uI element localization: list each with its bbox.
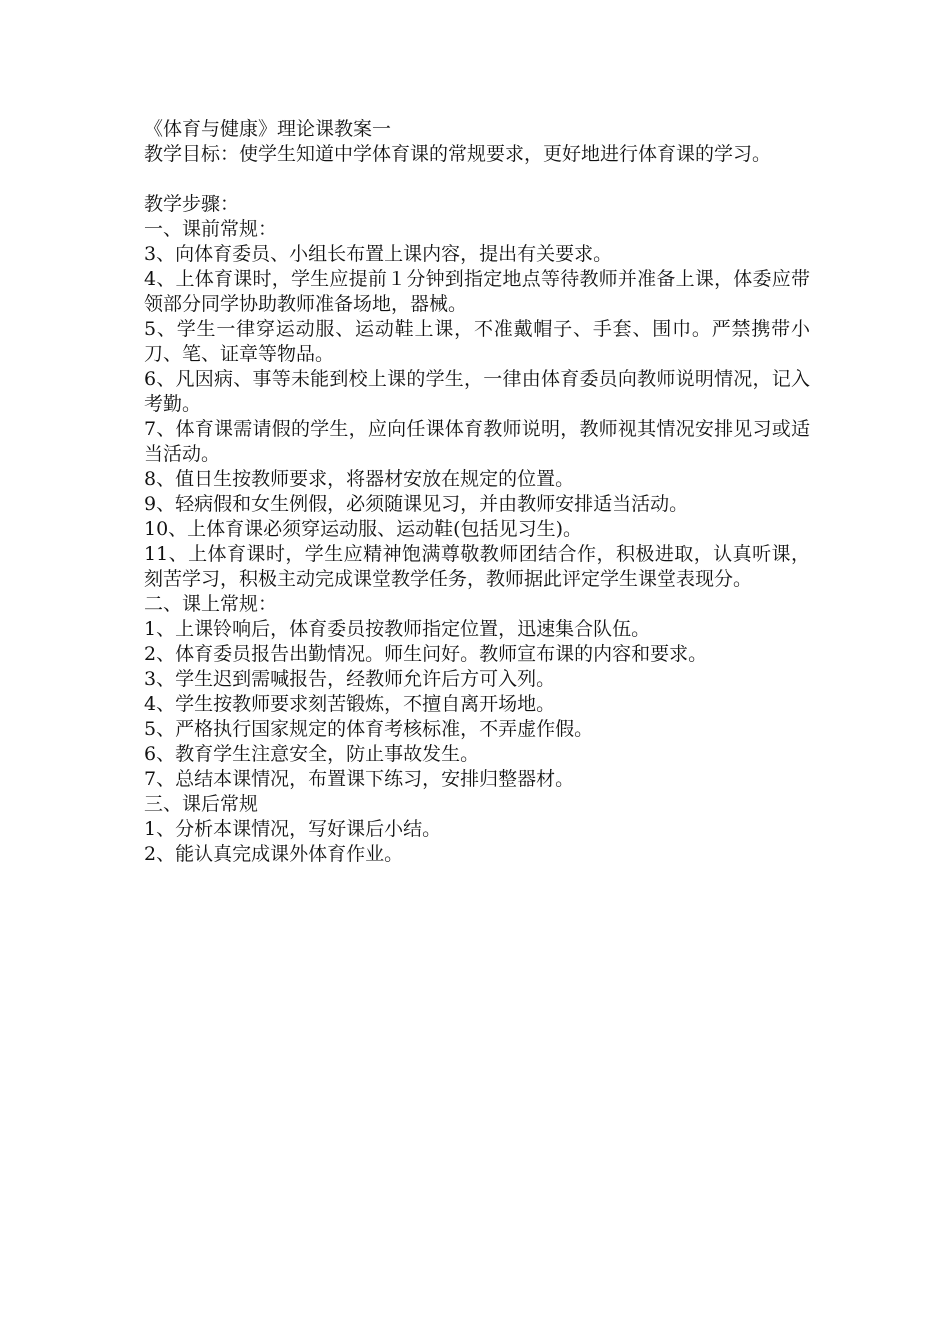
list-item: 5、学生一律穿运动服、运动鞋上课，不准戴帽子、手套、围巾。严禁携带小刀、笔、证章等物品。 bbox=[144, 318, 810, 365]
teaching-objective: 教学目标：使学生知道中学体育课的常规要求，更好地进行体育课的学习。 bbox=[144, 143, 772, 165]
list-item: 4、上体育课时，学生应提前１分钟到指定地点等待教师并准备上课，体委应带领部分同学协助教师准备场地，器械。 bbox=[144, 268, 810, 315]
list-item: 6、凡因病、事等未能到校上课的学生，一律由体育委员向教师说明情况，记入考勤。 bbox=[144, 368, 810, 415]
section-heading-after-class: 三、课后常规 bbox=[144, 793, 259, 815]
list-item: 11、上体育课时，学生应精神饱满尊敬教师团结合作，积极进取，认真听课，刻苦学习，积极主动完成课堂教学任务，教师据此评定学生课堂表现分。 bbox=[144, 543, 810, 590]
list-item: 7、总结本课情况，布置课下练习，安排归整器材。 bbox=[144, 768, 575, 790]
blank-line bbox=[144, 167, 810, 192]
steps-heading: 教学步骤： bbox=[144, 193, 240, 215]
list-item: 7、体育课需请假的学生，应向任课体育教师说明，教师视其情况安排见习或适当活动。 bbox=[144, 418, 810, 465]
list-item: 9、轻病假和女生例假，必须随课见习，并由教师安排适当活动。 bbox=[144, 493, 689, 515]
list-item: 10、上体育课必须穿运动服、运动鞋(包括见习生)。 bbox=[144, 518, 583, 540]
list-item: 3、学生迟到需喊报告，经教师允许后方可入列。 bbox=[144, 668, 556, 690]
list-item: 1、上课铃响后，体育委员按教师指定位置，迅速集合队伍。 bbox=[144, 618, 651, 640]
section-heading-pre-class: 一、课前常规： bbox=[144, 218, 278, 240]
list-item: 3、向体育委员、小组长布置上课内容，提出有关要求。 bbox=[144, 243, 613, 265]
document-page bbox=[144, 117, 810, 867]
list-item: 2、能认真完成课外体育作业。 bbox=[144, 843, 404, 865]
list-item: 4、学生按教师要求刻苦锻炼，不擅自离开场地。 bbox=[144, 693, 556, 715]
section-heading-in-class: 二、课上常规： bbox=[144, 593, 278, 615]
document-title: 《体育与健康》理论课教案一 bbox=[144, 118, 392, 140]
list-item: 8、值日生按教师要求，将器材安放在规定的位置。 bbox=[144, 468, 575, 490]
list-item: 6、教育学生注意安全，防止事故发生。 bbox=[144, 743, 480, 765]
list-item: 5、严格执行国家规定的体育考核标准，不弄虚作假。 bbox=[144, 718, 594, 740]
list-item: 1、分析本课情况，写好课后小结。 bbox=[144, 818, 442, 840]
list-item: 2、体育委员报告出勤情况。师生问好。教师宣布课的内容和要求。 bbox=[144, 643, 708, 665]
